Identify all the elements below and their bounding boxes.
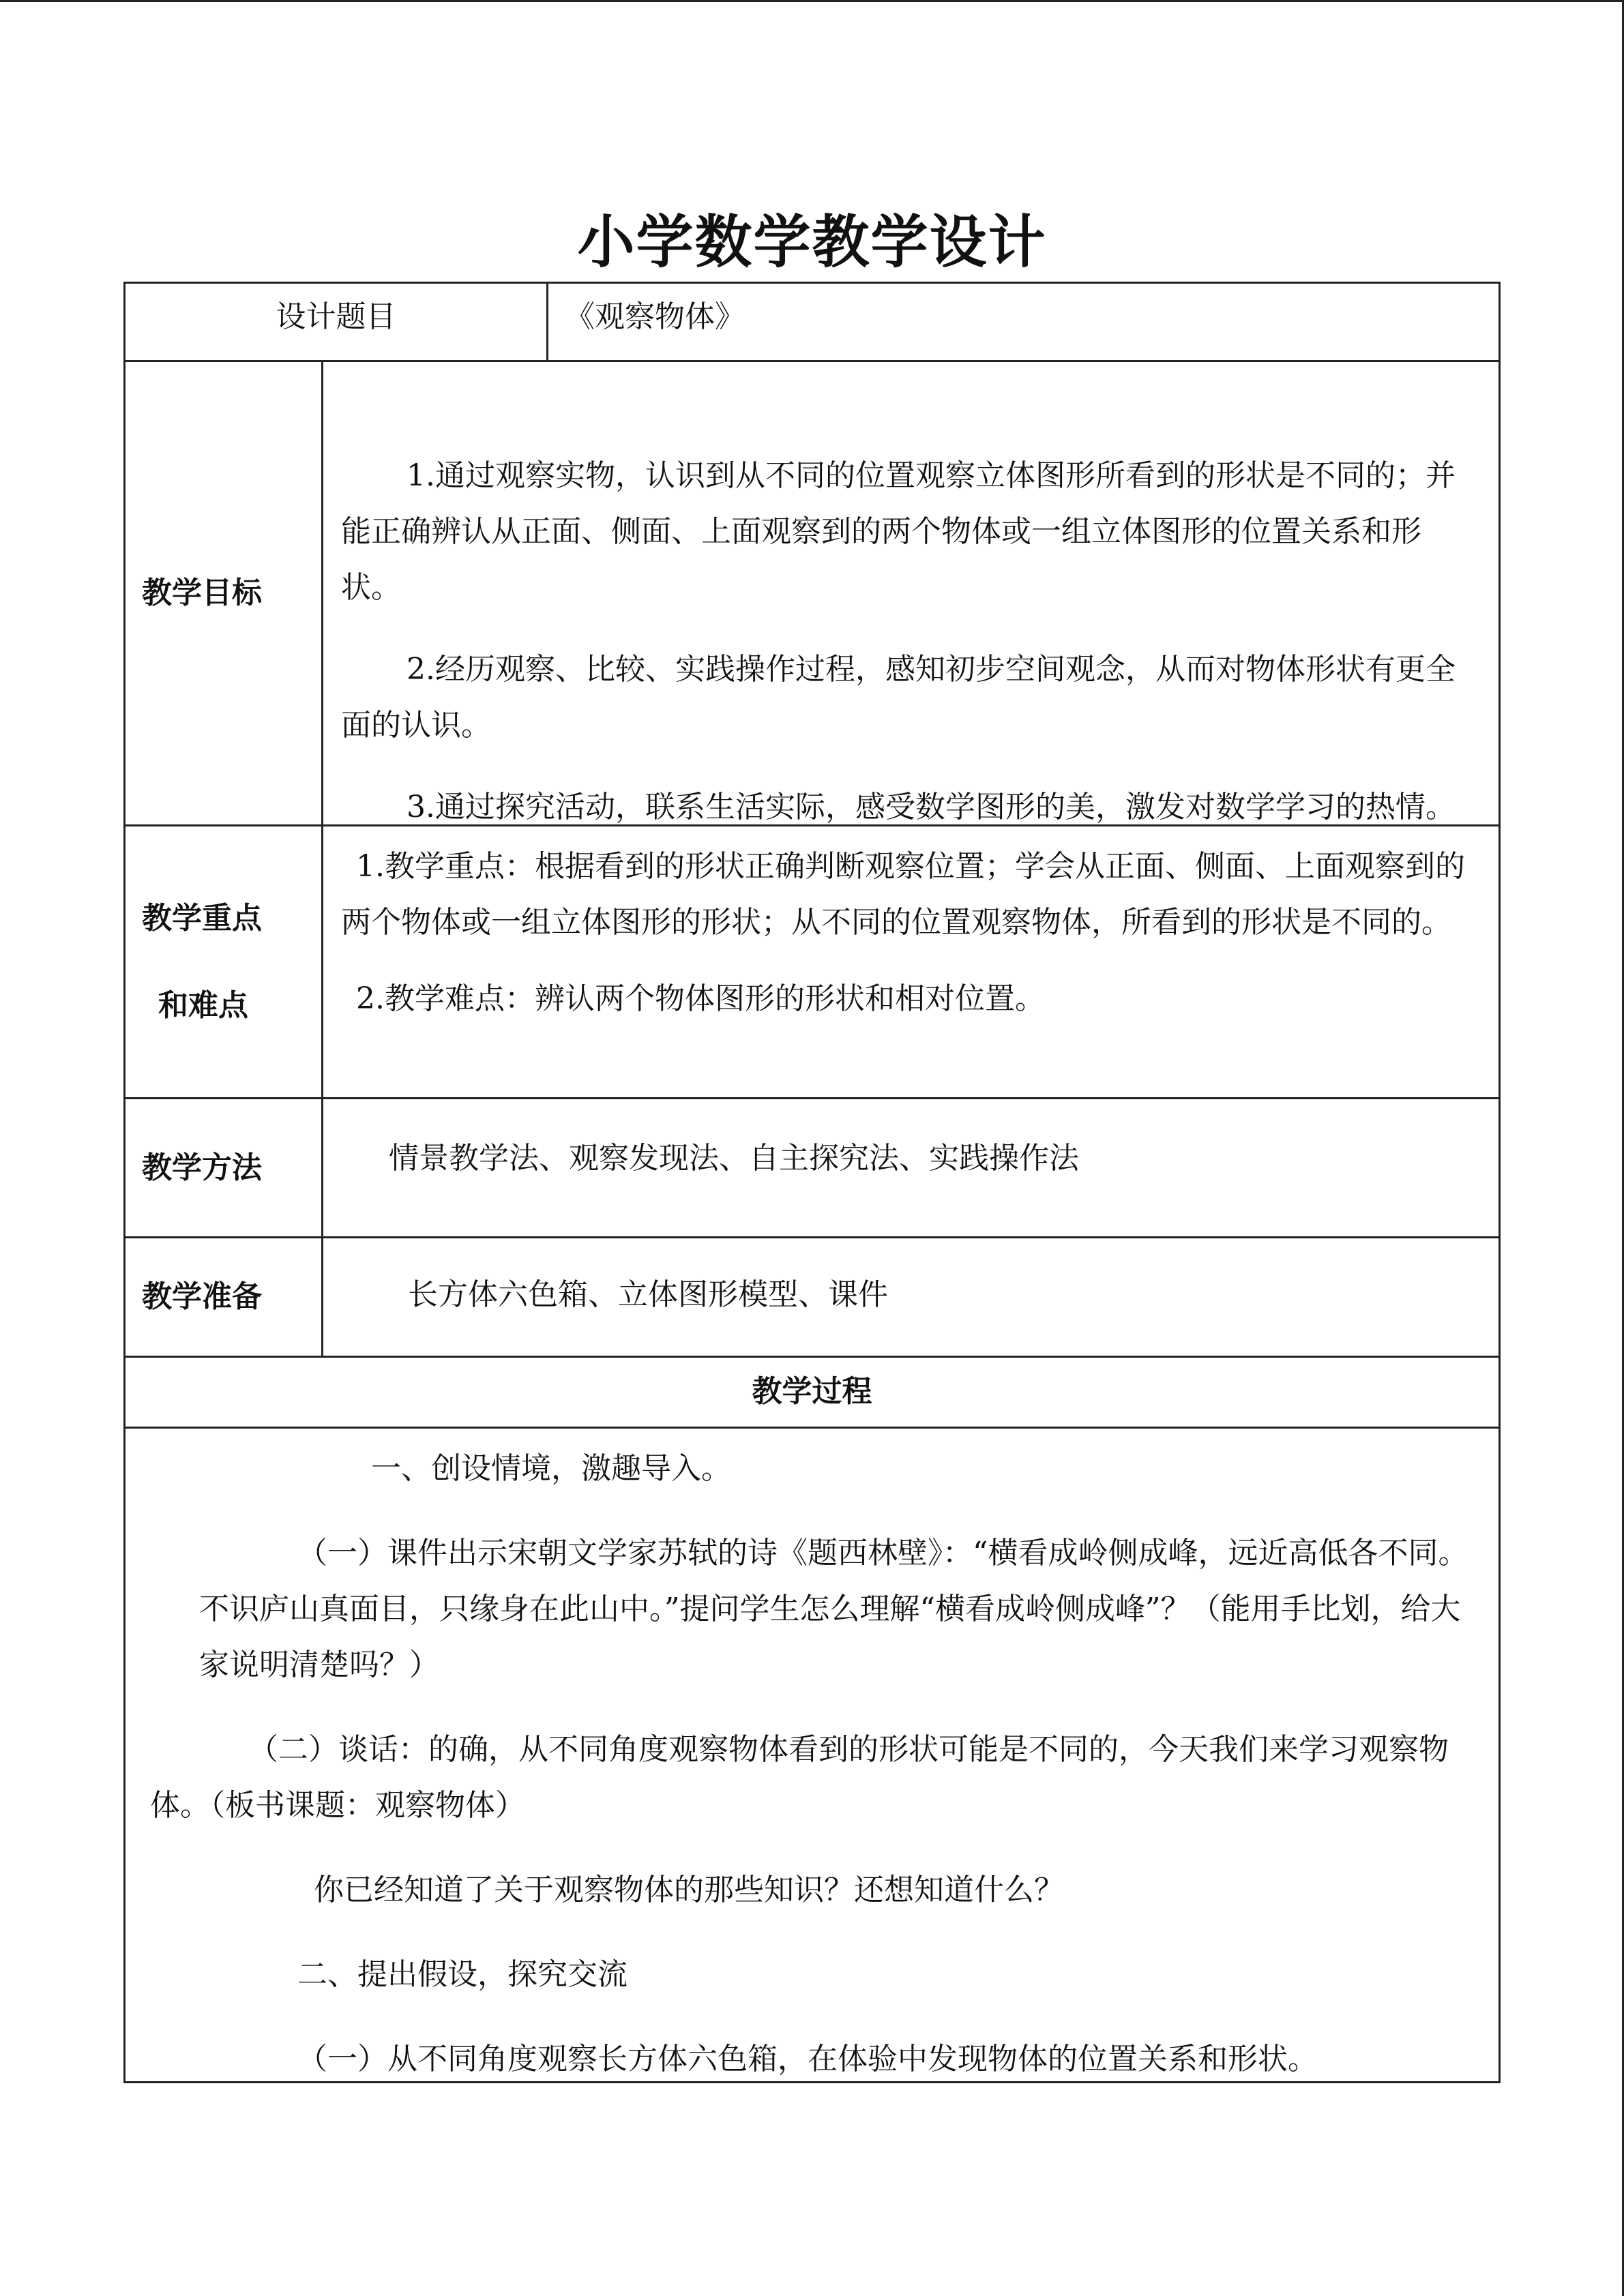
process-paragraph-4: 你已经知道了关于观察物体的那些知识？还想知道什么？ xyxy=(314,1873,1064,1907)
methods-value: 情景教学法、观察发现法、自主探究法、实践操作法 xyxy=(389,1141,1079,1176)
preparation-value: 长方体六色箱、立体图形模型、课件 xyxy=(408,1277,888,1312)
process-paragraph-1: 一、创设情境，激趣导入。 xyxy=(371,1451,731,1486)
process-body xyxy=(126,1429,1498,2116)
row-design-topic xyxy=(126,284,1498,362)
key-points-label-line1: 教学重点 xyxy=(142,900,262,936)
row-objectives xyxy=(126,362,1498,826)
key-points-label-line2: 和难点 xyxy=(158,987,248,1023)
process-paragraph-2: （一）课件出示宋朝文学家苏轼的诗《题西林壁》：“横看成岭侧成峰，远近高低各不同。不识庐山真面目，只缘身在此山中。”提问学生怎么理解“横看成岭侧成峰”？（能用手比划，给大家说明清楚吗？） xyxy=(199,1536,1468,1682)
key-points-content xyxy=(323,826,1498,1097)
methods-content xyxy=(323,1099,1498,1236)
objective-item-2: 2.经历观察、比较、实践操作过程，感知初步空间观念，从而对物体形状有更全面的认识。 xyxy=(341,652,1456,743)
process-heading: 教学过程 xyxy=(752,1374,872,1409)
lesson-plan-table xyxy=(123,282,1501,2083)
methods-label: 教学方法 xyxy=(126,1099,323,1236)
objectives-label: 教学目标 xyxy=(126,362,323,824)
row-key-points xyxy=(126,826,1498,1099)
row-preparation xyxy=(126,1238,1498,1358)
row-methods xyxy=(126,1099,1498,1238)
objective-item-1: 1.通过观察实物，认识到从不同的位置观察立体图形所看到的形状是不同的；并能正确辨认从正面、侧面、上面观察到的两个物体或一组立体图形的位置关系和形状。 xyxy=(341,458,1456,605)
key-point-item-2: 2.教学难点：辨认两个物体图形的形状和相对位置。 xyxy=(356,981,1045,1016)
design-topic-value: 《观察物体》 xyxy=(565,299,745,334)
key-points-label xyxy=(126,826,323,1097)
process-paragraph-3: （二）谈话：的确，从不同角度观察物体看到的形状可能是不同的，今天我们来学习观察物体。（板书课题：观察物体） xyxy=(150,1732,1449,1823)
design-topic-label: 设计题目 xyxy=(126,284,548,360)
process-paragraph-5: 二、提出假设，探究交流 xyxy=(297,1957,628,1992)
row-process-body xyxy=(126,1429,1498,2081)
objectives-content xyxy=(323,362,1498,824)
preparation-content xyxy=(323,1238,1498,1356)
key-point-item-1: 1.教学重点：根据看到的形状正确判断观察位置；学会从正面、侧面、上面观察到的两个物体或一组立体图形的形状；从不同的位置观察物体，所看到的形状是不同的。 xyxy=(341,849,1465,940)
page-top-border xyxy=(0,0,1624,2)
row-process-heading xyxy=(126,1358,1498,1429)
document-title: 小学数学教学设计 xyxy=(577,209,1047,275)
process-paragraph-6: （一）从不同角度观察长方体六色箱，在体验中发现物体的位置关系和形状。 xyxy=(297,2042,1318,2076)
objective-item-3: 3.通过探究活动，联系生活实际，感受数学图形的美，激发对数学学习的热情。 xyxy=(407,790,1456,824)
preparation-label: 教学准备 xyxy=(126,1238,323,1356)
